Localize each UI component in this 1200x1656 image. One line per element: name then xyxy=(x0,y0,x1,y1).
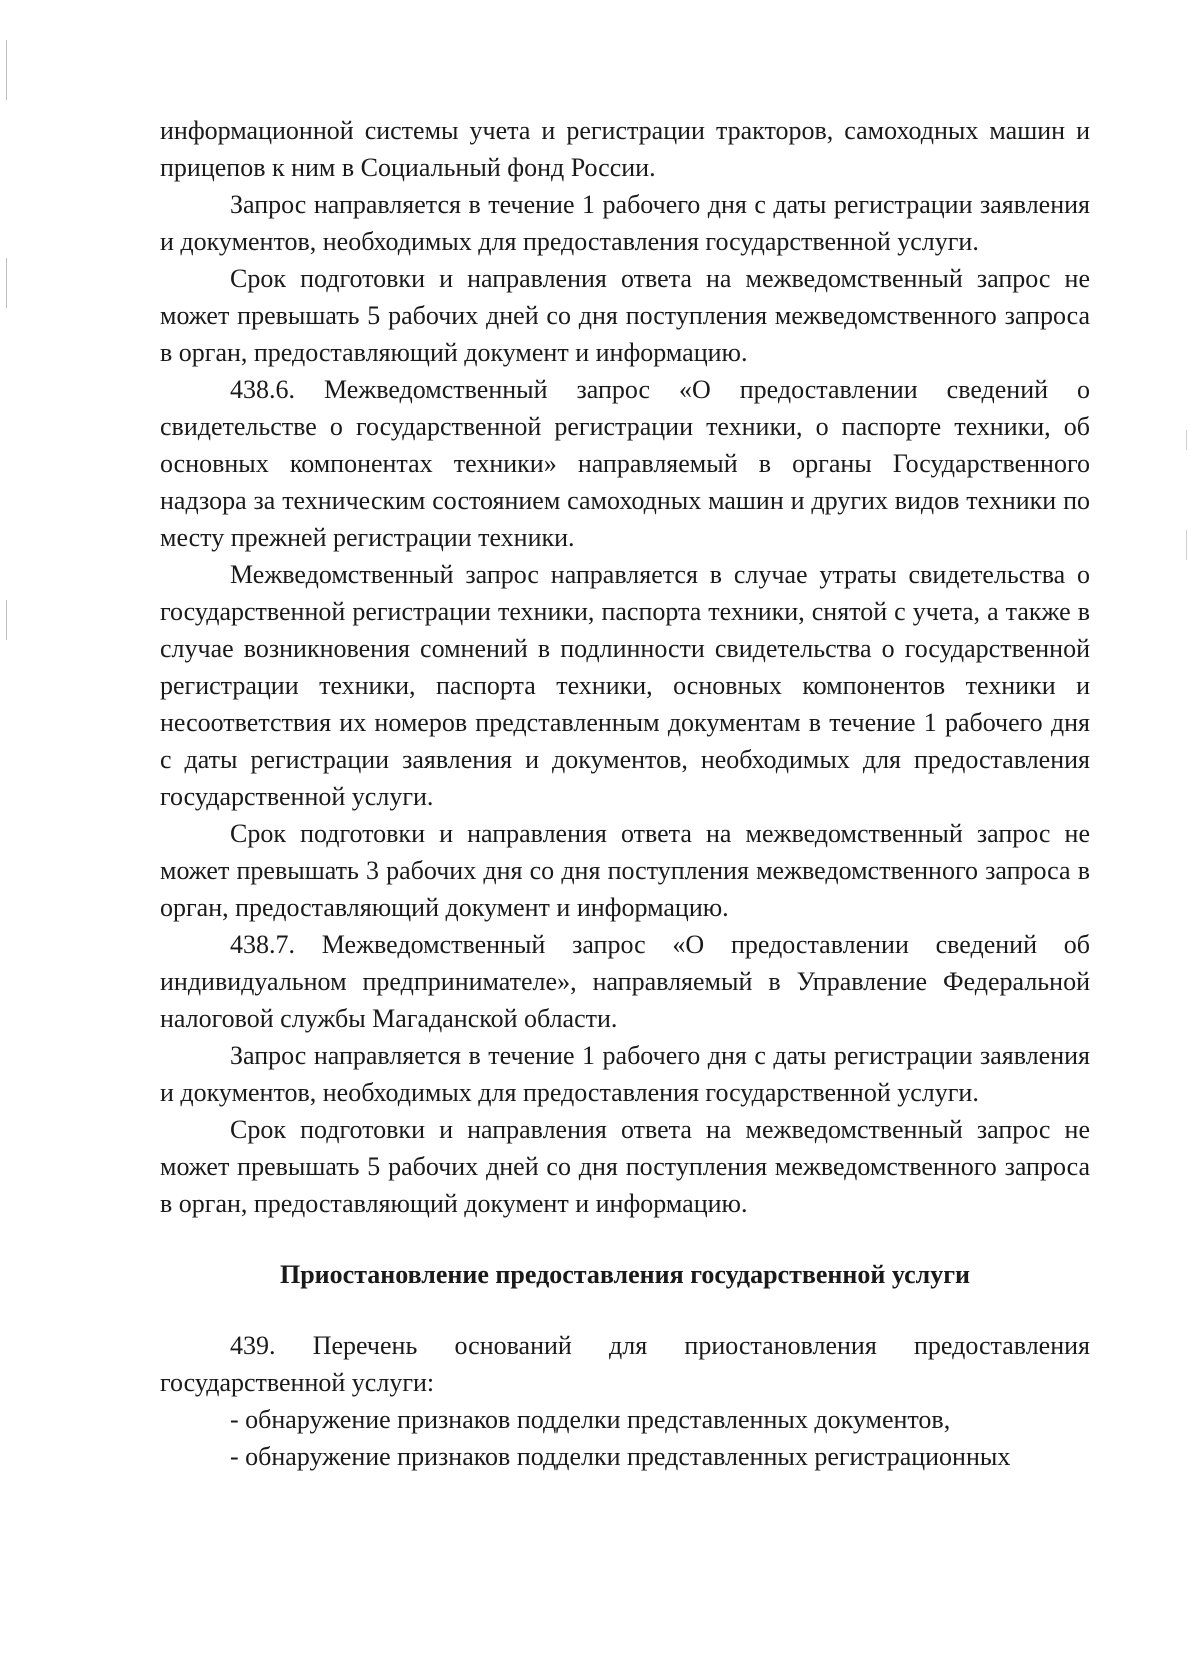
scan-edge-mark xyxy=(1186,530,1187,560)
paragraph: 438.6. Межведомственный запрос «О предоставлении сведений о свидетельстве о государственной регистрации техники, о паспорте техники, об основных компонентах техники» направляемый в органы Государственного надзора за техническим состоянием самоходных машин и других видов техники по месту прежней регистрации техники. xyxy=(160,375,1090,552)
scan-edge-mark xyxy=(6,600,7,640)
scan-edge-mark xyxy=(1186,430,1187,450)
paragraph: Срок подготовки и направления ответа на межведомственный запрос не может превышать 5 рабочих дней со дня поступления межведомственного запроса в орган, предоставляющий документ и информацию. xyxy=(160,1115,1090,1218)
paragraph: Срок подготовки и направления ответа на межведомственный запрос не может превышать 5 рабочих дней со дня поступления межведомственного запроса в орган, предоставляющий документ и информацию. xyxy=(160,264,1090,367)
document-body xyxy=(160,112,1090,1475)
paragraph: Межведомственный запрос направляется в случае утраты свидетельства о государственной регистрации техники, паспорта техники, снятой с учета, а также в случае возникновения сомнений в подлинности свидетельства о государственной регистрации техники, паспорта техники, основных компонентов техники и несоответствия их номеров представленным документам в течение 1 рабочего дня с даты регистрации заявления и документов, необходимых для предоставления государственной услуги. xyxy=(160,560,1090,811)
paragraph: информационной системы учета и регистрации тракторов, самоходных машин и прицепов к ним в Социальный фонд России. xyxy=(160,116,1090,182)
list-item: - обнаружение признаков подделки представленных регистрационных xyxy=(230,1442,1011,1471)
section-heading: Приостановление предоставления государственной услуги xyxy=(279,1260,970,1289)
paragraph: 439. Перечень оснований для приостановления предоставления государственной услуги: xyxy=(160,1331,1090,1397)
paragraph: 438.7. Межведомственный запрос «О предоставлении сведений об индивидуальном предпринимателе», направляемый в Управление Федеральной налоговой службы Магаданской области. xyxy=(160,930,1090,1033)
paragraph: Запрос направляется в течение 1 рабочего дня с даты регистрации заявления и документов, необходимых для предоставления государственной услуги. xyxy=(160,190,1090,256)
list-item: - обнаружение признаков подделки представленных документов, xyxy=(230,1405,951,1434)
paragraph: Срок подготовки и направления ответа на межведомственный запрос не может превышать 3 рабочих дня со дня поступления межведомственного запроса в орган, предоставляющий документ и информацию. xyxy=(160,819,1090,922)
scan-edge-mark xyxy=(6,40,7,100)
paragraph: Запрос направляется в течение 1 рабочего дня с даты регистрации заявления и документов, необходимых для предоставления государственной услуги. xyxy=(160,1041,1090,1107)
scan-edge-mark xyxy=(6,258,7,308)
